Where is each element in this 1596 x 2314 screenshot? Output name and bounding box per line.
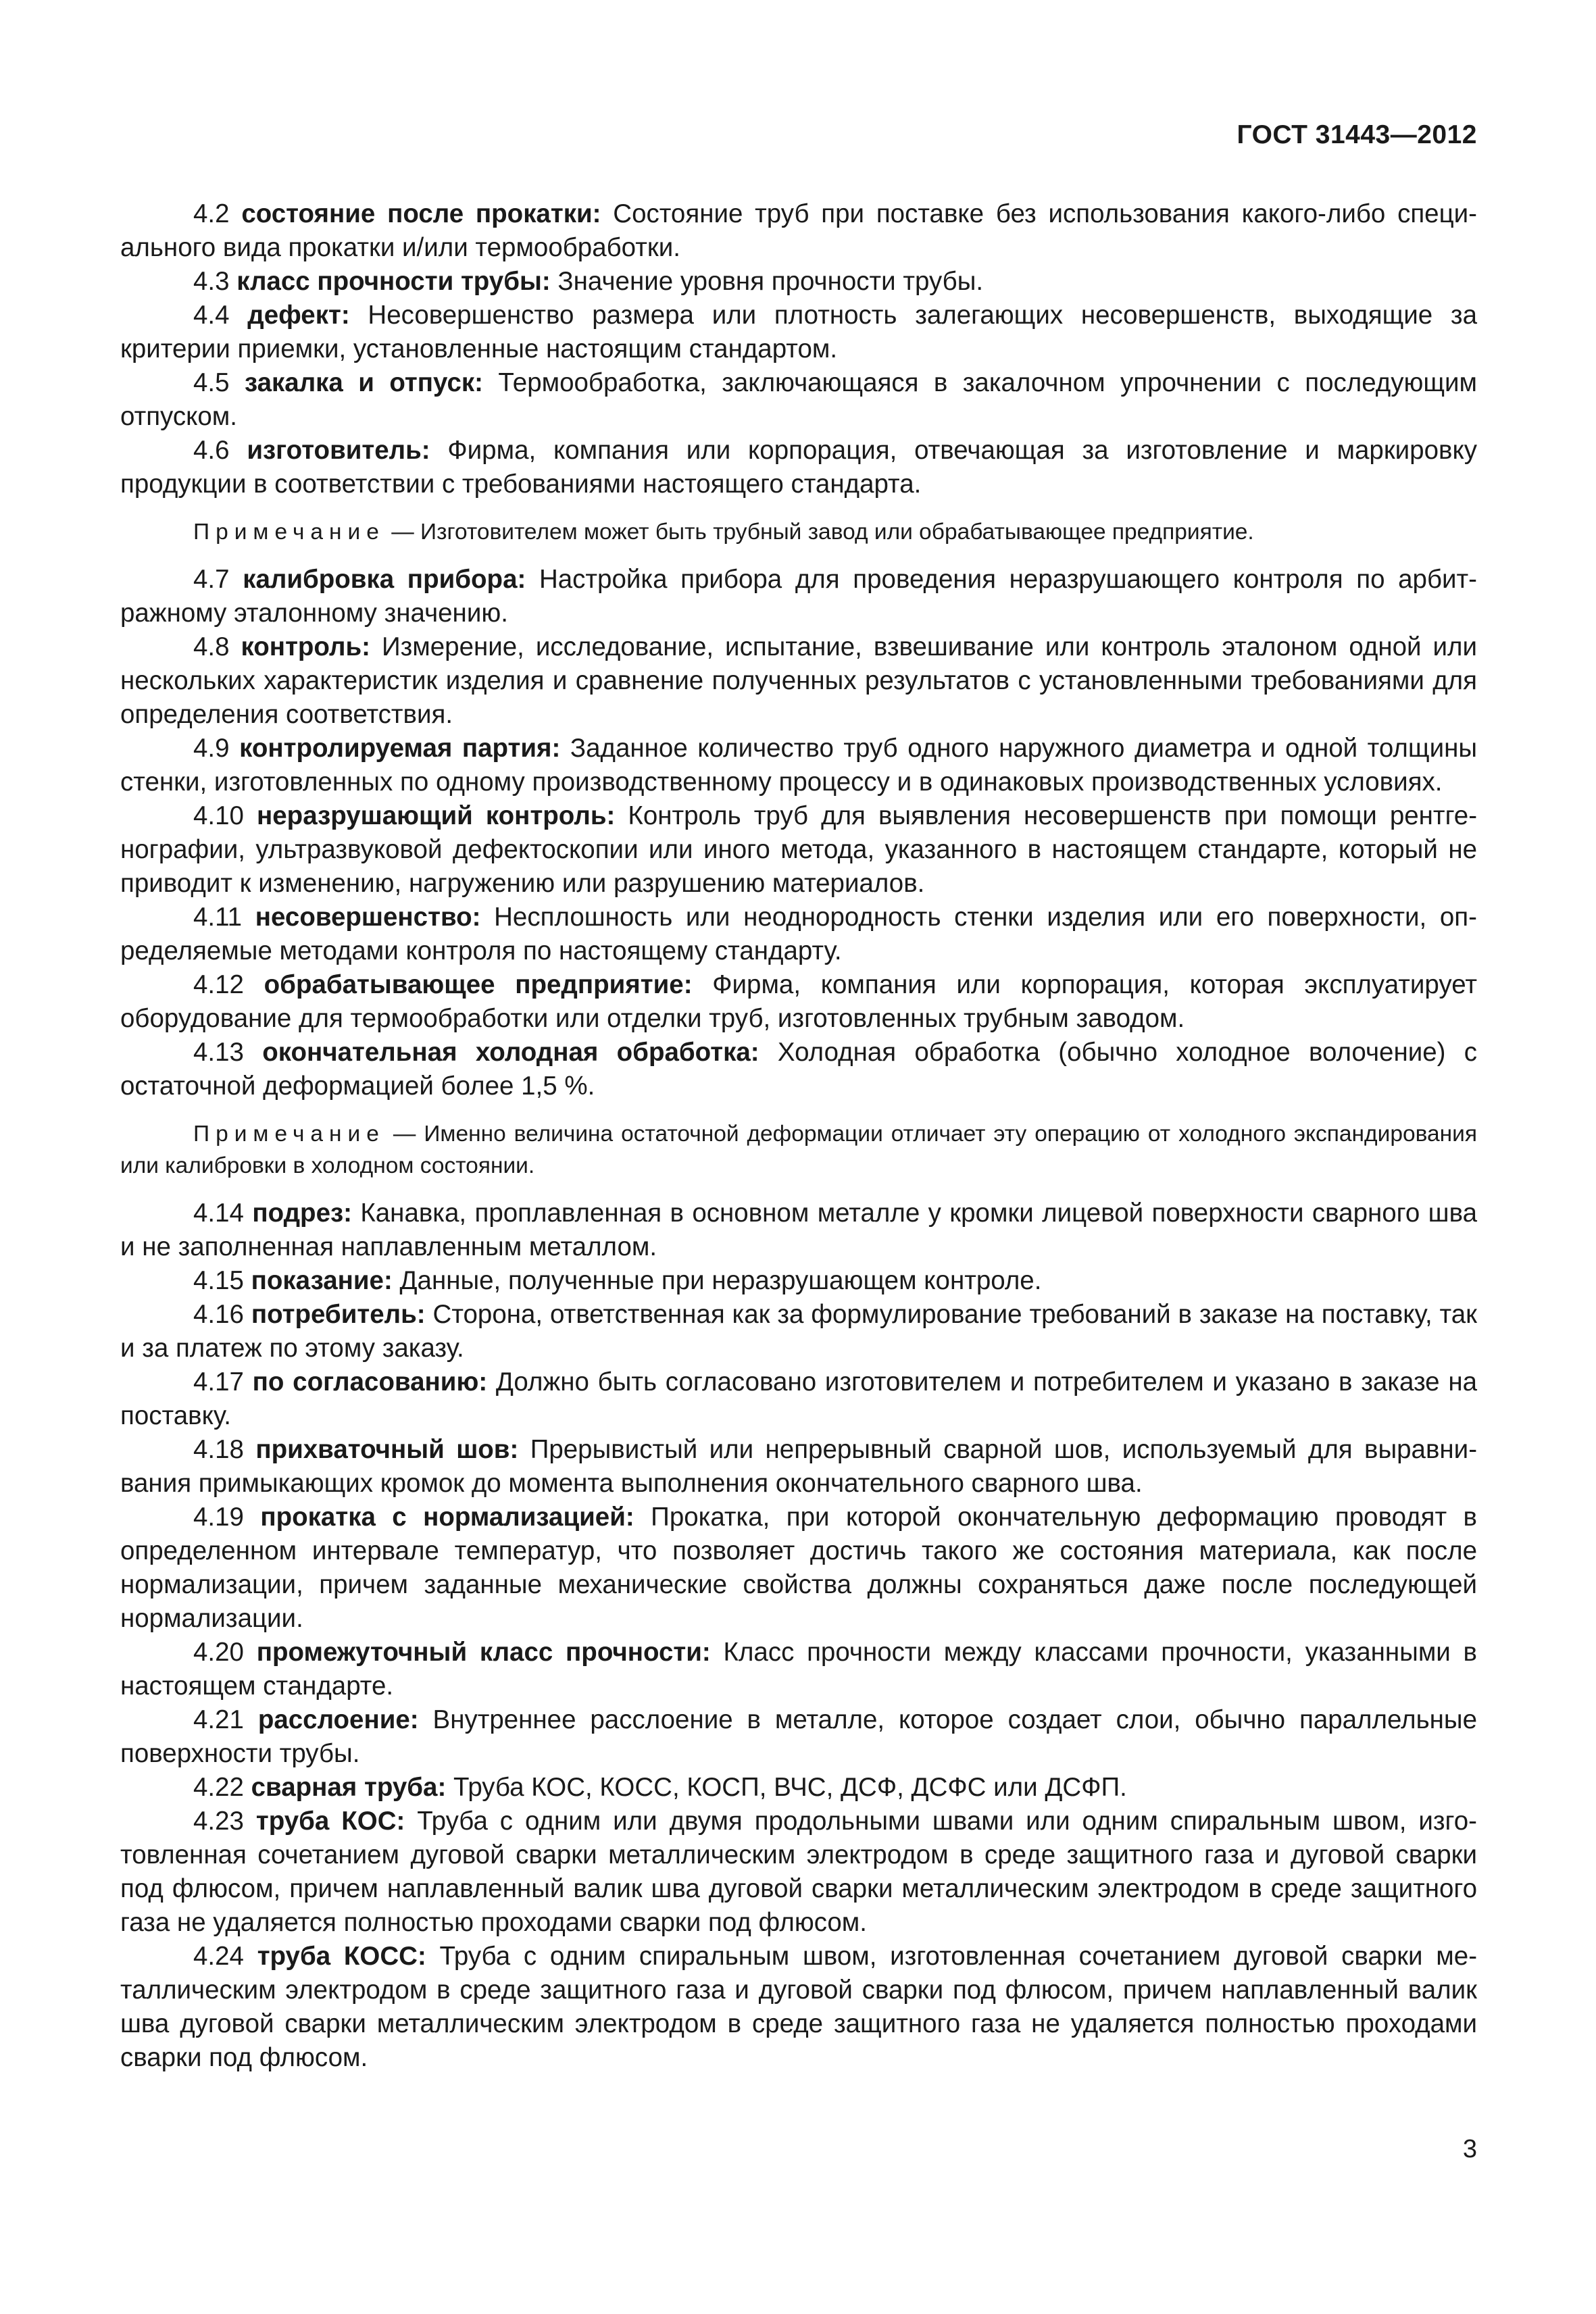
item-number: 4.3 [193,267,230,296]
note-manufacturer [120,516,1477,548]
item-term: сварная труба: [251,1773,447,1802]
item-definition: Настройка прибора для проведения неразрушающего контроля по арбитражному эталонному значению. [120,565,1477,628]
item-definition: Прокатка, при которой окончательную деформацию проводят в определенном интервале температур, что позволяет достичь такого же состояния материала, как после нормализации, причем заданные механические свойства должны сохраняться даже после последующей нормализации. [120,1503,1478,1633]
item-definition: Внутреннее расслоение в металле, которое создает слои, обычно параллельные поверхности трубы. [120,1705,1477,1768]
item-term: потребитель: [251,1300,426,1329]
term-item-4-14 [120,1197,1477,1264]
term-item-4-8 [120,630,1477,732]
item-term: состояние после прокатки: [241,199,601,228]
term-item-4-20 [120,1636,1477,1703]
item-number: 4.17 [193,1367,244,1397]
term-item-4-17 [120,1365,1477,1433]
item-term: подрез: [252,1199,352,1228]
term-item-4-6 [120,434,1477,501]
note-label: Примечание [193,1122,385,1147]
item-definition: Термообработка, заключающаяся в закалочном упрочнении с последующим отпуском. [120,368,1477,431]
item-number: 4.18 [193,1435,244,1464]
item-number: 4.12 [193,970,244,999]
term-item-4-12 [120,968,1477,1036]
term-item-4-9 [120,732,1477,799]
note-text: Именно величина остаточной деформации отличает эту операцию от холодного экспандирования или калибровки в холодном состоянии. [120,1122,1477,1178]
item-definition: Труба с одним спиральным швом, изготовленная сочетанием дуговой сварки металлическим электродом в среде защитного газа и дуговой сварки под флюсом, причем наплавленный валик шва дуговой сварки металлическим электродом в среде защитного газа не удаляется полностью проходами сварки под флюсом. [120,1942,1478,2072]
item-term: дефект: [247,301,350,330]
item-term: труба КОС: [255,1807,405,1836]
item-number: 4.21 [193,1705,244,1734]
term-item-4-2 [120,197,1477,265]
term-item-4-13 [120,1036,1477,1103]
item-definition: Несплошность или неоднородность стенки изделия или его поверхности, определяемые методами контроля по настоящему стандарту. [120,903,1477,965]
item-definition: Должно быть согласовано изготовителем и потребителем и указано в заказе на поставку. [120,1367,1478,1430]
item-term: класс прочности трубы: [236,267,551,296]
item-term: показание: [251,1266,393,1295]
note-dash: — [384,1122,424,1147]
page-number: 3 [1462,2135,1477,2163]
term-item-4-10 [120,799,1477,901]
document-header: ГОСТ 31443—2012 [1237,120,1477,149]
note-dash: — [384,520,421,545]
item-number: 4.11 [193,903,243,932]
item-term: прихваточный шов: [255,1435,519,1464]
term-item-4-19 [120,1501,1477,1636]
item-definition: Измерение, исследование, испытание, взвешивание или контроль эталоном одной или нескольких характеристик изделия и сравнение полученных результатов с установленными требованиями для определения соответствия. [120,632,1477,729]
term-item-4-22 [120,1771,1477,1805]
item-term: расслоение: [257,1705,419,1734]
item-definition: Несовершенство размера или плотность залегающих несовершенств, выходящие за критерии приемки, установленные настоящим стандартом. [120,301,1477,363]
item-term: неразрушающий контроль: [257,801,616,830]
item-definition: Прерывистый или непрерывный сварной шов, используемый для выравнивания примыкающих кромок до момента выполнения окончательного сварного шва. [120,1435,1478,1498]
item-term: закалка и отпуск: [244,368,483,397]
term-item-4-5 [120,366,1477,434]
item-number: 4.22 [193,1773,244,1802]
item-number: 4.23 [193,1807,244,1836]
item-definition: Данные, полученные при неразрушающем контроле. [399,1266,1042,1295]
item-number: 4.24 [193,1942,244,1971]
item-number: 4.2 [193,199,230,228]
term-item-4-11 [120,901,1477,968]
item-definition: Заданное количество труб одного наружного диаметра и одной толщины стенки, изготовленных по одному производственному процессу и в одинаковых производственных условиях. [120,734,1478,797]
item-term: контроль: [241,632,370,661]
item-term: калибровка прибора: [243,565,526,594]
term-item-4-15 [120,1264,1477,1298]
item-definition: Контроль труб для выявления несовершенств при помощи рентгенографии, ультразвуковой дефектоскопии или иного метода, указанного в настоящем стандарте, который не приводит к изменению, нагружению или разрушению материалов. [120,801,1478,898]
item-definition: Класс прочности между классами прочности, указанными в настоящем стандарте. [120,1638,1477,1701]
item-definition: Значение уровня прочности трубы. [557,267,984,296]
item-number: 4.15 [193,1266,244,1295]
item-number: 4.7 [193,565,230,594]
item-number: 4.5 [193,368,230,397]
note-text: Изготовителем может быть трубный завод или обрабатывающее предприятие. [420,520,1254,545]
item-term: изготовитель: [247,436,430,465]
item-number: 4.19 [193,1503,244,1532]
item-definition: Труба с одним или двумя продольными швами или одним спиральным швом, изготовленная сочетанием дуговой сварки металлическим электродом в среде защитного газа и дуговой сварки под флюсом, причем наплавленный валик шва дуговой сварки металлическим электродом в среде защитного газа не удаляется полностью проходами сварки под флюсом. [120,1807,1477,1937]
item-number: 4.10 [193,801,244,830]
item-number: 4.16 [193,1300,244,1329]
item-term: по согласованию: [252,1367,488,1397]
document-body [120,197,1477,2075]
term-item-4-23 [120,1805,1477,1940]
item-term: окончательная холодная обработка: [262,1038,759,1067]
term-item-4-4 [120,299,1477,366]
item-term: труба КОСС: [257,1942,426,1971]
item-term: контролируемая партия: [239,734,561,763]
item-number: 4.6 [193,436,230,465]
item-definition: Сторона, ответственная как за формулирование требований в заказе на поставку, так и за платеж по этому заказу. [120,1300,1478,1363]
item-number: 4.4 [193,301,230,330]
item-term: промежуточный класс прочности: [256,1638,711,1667]
note-cold-working [120,1118,1477,1182]
item-definition: Холодная обработка (обычно холодное волочение) с остаточной деформацией более 1,5 %. [120,1038,1477,1101]
term-item-4-24 [120,1940,1477,2075]
item-number: 4.14 [193,1199,244,1228]
item-definition: Состояние труб при поставке без использования какого-либо специального вида прокатки и/или термообработки. [120,199,1477,262]
item-definition: Канавка, проплавленная в основном металле у кромки лицевой поверхности сварного шва и не заполненная наплавленным металлом. [120,1199,1477,1261]
item-definition: Труба КОС, КОСС, КОСП, ВЧС, ДСФ, ДСФС или ДСФП. [453,1773,1127,1802]
item-term: несовершенство: [255,903,481,932]
term-item-4-21 [120,1703,1477,1771]
term-item-4-18 [120,1433,1477,1501]
term-item-4-7 [120,563,1477,630]
item-term: прокатка с нормализацией: [260,1503,634,1532]
note-label: Примечание [193,520,385,545]
item-number: 4.9 [193,734,230,763]
item-number: 4.8 [193,632,230,661]
item-term: обрабатывающее предприятие: [264,970,693,999]
term-item-4-16 [120,1298,1477,1365]
item-number: 4.13 [193,1038,244,1067]
item-definition: Фирма, компания или корпорация, которая эксплуатирует оборудование для термообработки или отделки труб, изготовленных трубным заводом. [120,970,1477,1033]
item-number: 4.20 [193,1638,244,1667]
item-definition: Фирма, компания или корпорация, отвечающая за изготовление и маркировку продукции в соответствии с требованиями настоящего стандарта. [120,436,1477,499]
term-item-4-3 [120,265,1477,299]
